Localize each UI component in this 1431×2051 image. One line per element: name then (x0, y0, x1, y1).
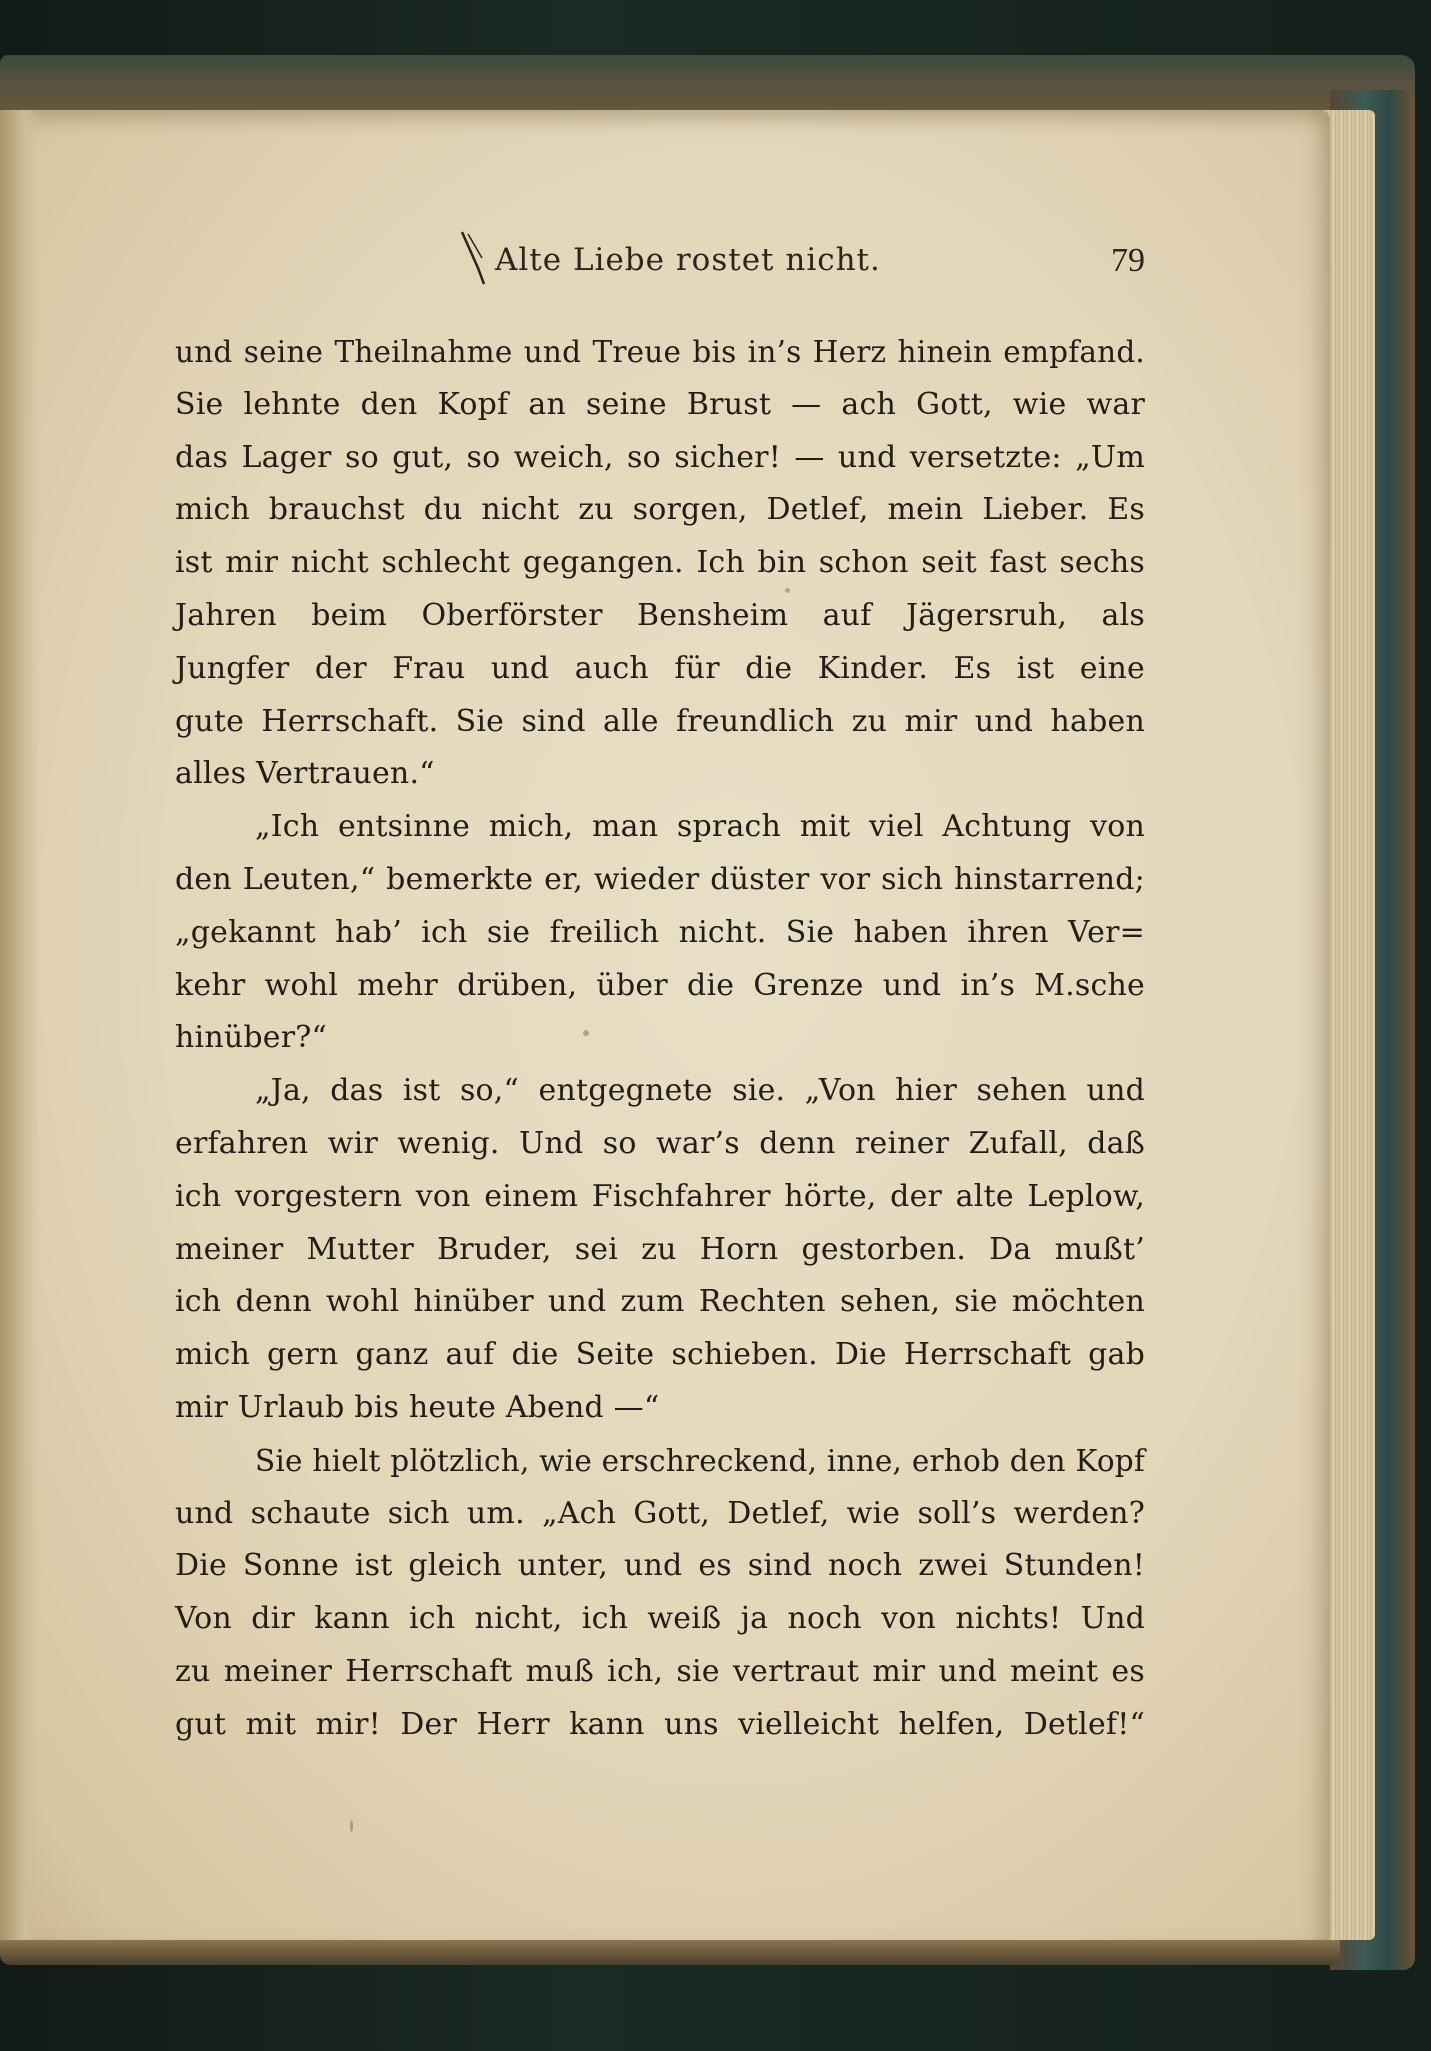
text-line: ich vorgestern von einem Fischfahrer hörte, der alte Leplow, (175, 1178, 1145, 1214)
text-line: und schaute sich um. „Ach Gott, Detlef, wie soll’s werden? (175, 1495, 1145, 1531)
text-line: Von dir kann ich nicht, ich weiß ja noch von nichts! Und (175, 1601, 1145, 1637)
text-line: „Ja, das ist so,“ entgegnete sie. „Von hier sehen und (255, 1073, 1145, 1109)
text-line: Jahren beim Oberförster Bensheim auf Jägersruh, als (175, 597, 1145, 633)
text-line: zu meiner Herrschaft muß ich, sie vertraut mir und meint es (175, 1653, 1145, 1689)
text-line: ich denn wohl hinüber und zum Rechten sehen, sie möchten (175, 1284, 1145, 1320)
body-text (175, 326, 1145, 1752)
page-gutter (0, 110, 40, 1950)
text-line: gute Herrschaft. Sie sind alle freundlich zu mir und haben (175, 703, 1145, 739)
text-line: Sie hielt plötzlich, wie erschreckend, inne, erhob den Kopf (255, 1443, 1145, 1478)
text-line: hinüber?“ (175, 1020, 328, 1056)
text-line: das Lager so gut, so weich, so sicher! — und versetzte: „Um (175, 439, 1145, 475)
paper-speck (350, 1820, 353, 1832)
text-line: Die Sonne ist gleich unter, und es sind noch zwei Stunden! (175, 1548, 1145, 1584)
text-line: „gekannt hab’ ich sie freilich nicht. Sie haben ihren Ver= (175, 914, 1145, 950)
text-line: „Ich entsinne mich, man sprach mit viel Achtung von (255, 809, 1145, 845)
text-line: Jungfer der Frau und auch für die Kinder. Es ist eine (175, 650, 1145, 686)
text-line: den Leuten,“ bemerkte er, wieder düster vor sich hinstarrend; (175, 861, 1145, 897)
page-number: 79 (1111, 242, 1145, 279)
text-line: und seine Theilnahme und Treue bis in’s Herz hinein empfand. (175, 335, 1145, 369)
text-line: kehr wohl mehr drüben, über die Grenze und in’s M.sche (175, 967, 1145, 1003)
text-line: Sie lehnte den Kopf an seine Brust — ach Gott, wie war (175, 386, 1145, 422)
text-line: erfahren wir wenig. Und so war’s denn reiner Zufall, daß (175, 1125, 1145, 1161)
paper-speck (583, 1030, 589, 1036)
book-bottom-edge (0, 1940, 1340, 1965)
paper-speck (785, 588, 790, 593)
text-line: alles Vertrauen.“ (175, 756, 435, 792)
text-line: mich gern ganz auf die Seite schieben. Die Herrschaft gab (175, 1337, 1145, 1373)
page-title: Alte Liebe rostet nicht. (495, 242, 881, 278)
text-line: ist mir nicht schlecht gegangen. Ich bin schon seit fast sechs (175, 545, 1145, 581)
text-line: gut mit mir! Der Herr kann uns vielleicht helfen, Detlef!“ (175, 1706, 1145, 1742)
text-line: mich brauchst du nicht zu sorgen, Detlef, mein Lieber. Es (175, 492, 1145, 528)
running-head (460, 242, 1145, 292)
text-line: mir Urlaub bis heute Abend —“ (175, 1389, 660, 1425)
text-line: meiner Mutter Bruder, sei zu Horn gestorben. Da mußt’ (175, 1231, 1145, 1267)
